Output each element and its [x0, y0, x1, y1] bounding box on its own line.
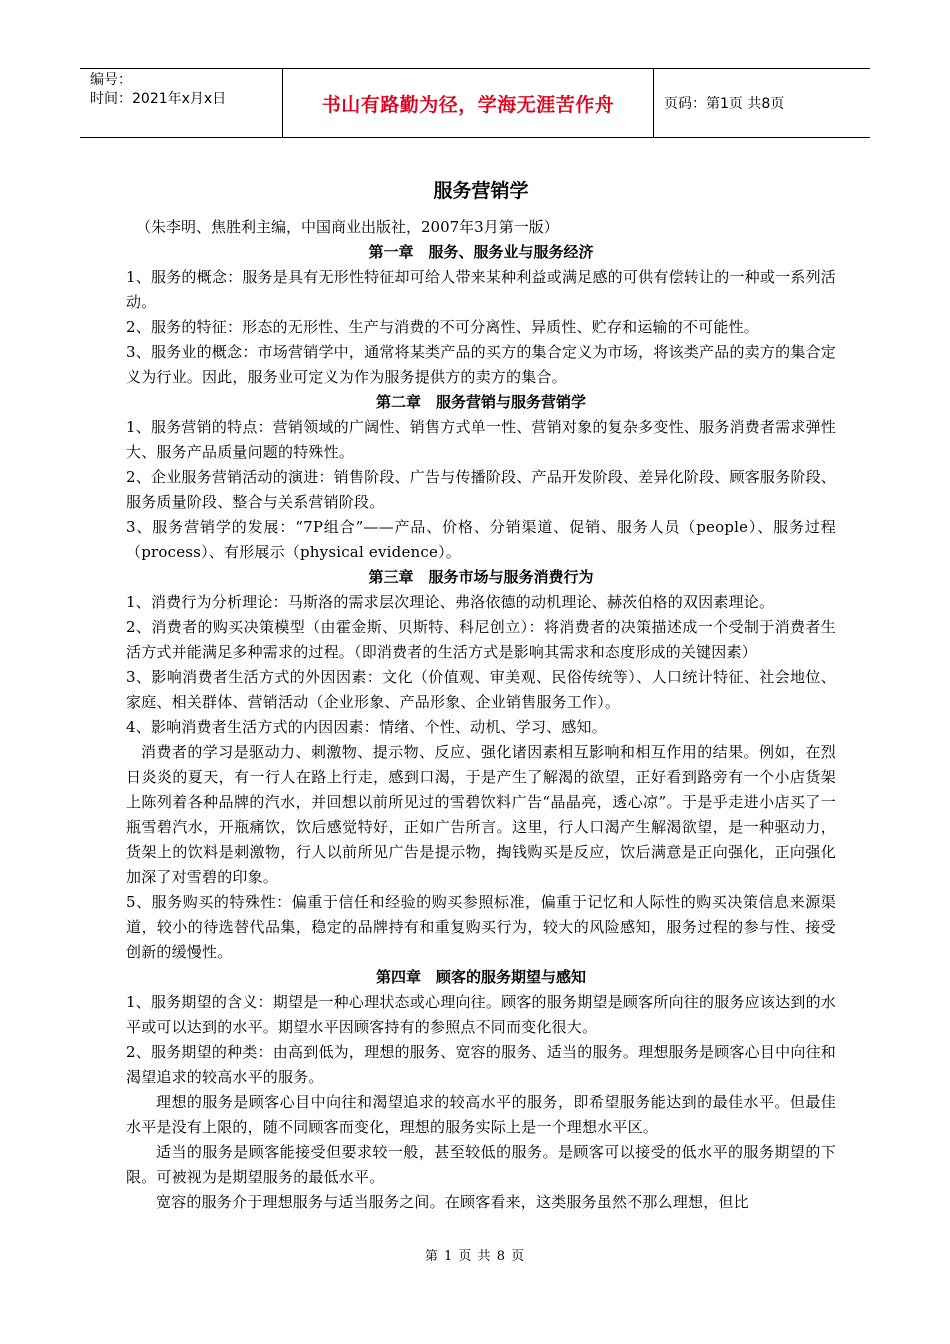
document-title: 服务营销学 [433, 180, 529, 202]
paragraph: 消费者的学习是驱动力、刺激物、提示物、反应、强化诸因素相互影响和相互作用的结果。例如，在烈日炎炎的夏天，有一行人在路上行走，感到口渴，于是产生了解渴的欲望，正好看到路旁有一个小店货架上陈列着各种品牌的汽水，并回想以前所见过的雪碧饮料广告“晶晶亮，透心凉”。于是乎走进小店买了一瓶雪碧汽水，开瓶痛饮，饮后感觉特好，正如广告所言。这里，行人口渴产生解渴欲望，是一种驱动力，货架上的饮料是刺激物，行人以前所见广告是提示物，掏钱购买是反应，饮后满意是正向强化，正向强化加深了对雪碧的印象。 [126, 743, 836, 886]
paragraph: 2、消费者的购买决策模型（由霍金斯、贝斯特、科尼创立）：将消费者的决策描述成一个受制于消费者生活方式并能满足多种需求的过程。（即消费者的生活方式是影响其需求和态度形成的关键因素） [126, 618, 836, 661]
header-meta [80, 69, 282, 137]
paragraph: 2、企业服务营销活动的演进：销售阶段、广告与传播阶段、产品开发阶段、差异化阶段、顾客服务阶段、服务质量阶段、整合与关系营销阶段。 [126, 468, 836, 511]
paragraph: 5、服务购买的特殊性：偏重于信任和经验的购买参照标准，偏重于记忆和人际性的购买决策信息来源渠道，较小的待选替代品集，稳定的品牌持有和重复购买行为，较大的风险感知，服务过程的参与性、接受创新的缓慢性。 [126, 893, 836, 961]
paragraph: 1、消费行为分析理论：马斯洛的需求层次理论、弗洛依德的动机理论、赫茨伯格的双因素理论。 [126, 593, 775, 611]
header-page-info-cell [654, 69, 870, 137]
paragraph: 3、服务业的概念：市场营销学中，通常将某类产品的买方的集合定义为市场，将该类产品的卖方的集合定义为行业。因此，服务业可定义为作为服务提供方的卖方的集合。 [126, 343, 836, 386]
paragraph: 1、服务营销的特点：营销领域的广阔性、销售方式单一性、营销对象的复杂多变性、服务消费者需求弹性大、服务产品质量问题的特殊性。 [126, 418, 836, 461]
date-label: 时间：2021年x月x日 [90, 91, 227, 107]
chapter-heading: 第三章 服务市场与服务消费行为 [368, 568, 594, 586]
document-subtitle: （朱李明、焦胜利主编，中国商业出版社，2007年3月第一版） [136, 218, 559, 236]
header-motto: 书山有路勤为径，学海无涯苦作舟 [321, 93, 615, 116]
paragraph: 3、服务营销学的发展：“7P组合”——产品、价格、分销渠道、促销、服务人员（people）、服务过程（process）、有形展示（physical evidence）。 [126, 518, 836, 561]
paragraph: 4、影响消费者生活方式的内因因素：情绪、个性、动机、学习、感知。 [126, 718, 607, 736]
page-footer: 第 1 页 共 8 页 [424, 1249, 526, 1264]
paragraph: 2、服务期望的种类：由高到低为，理想的服务、宽容的服务、适当的服务。理想服务是顾客心目中向往和渴望追求的较高水平的服务。 [126, 1043, 836, 1086]
paragraph: 理想的服务是顾客心目中向往和渴望追求的较高水平的服务，即希望服务能达到的最佳水平。但最佳水平是没有上限的，随不同顾客而变化，理想的服务实际上是一个理想水平区。 [126, 1093, 836, 1136]
chapter-heading: 第二章 服务营销与服务营销学 [375, 393, 586, 411]
header-page-info: 页码：第1页 共8页 [664, 96, 785, 112]
paragraph: 3、影响消费者生活方式的外因因素：文化（价值观、审美观、民俗传统等）、人口统计特征、社会地位、家庭、相关群体、营销活动（企业形象、产品形象、企业销售服务工作）。 [126, 668, 836, 711]
document-blocks [126, 240, 836, 1215]
chapter-heading: 第四章 顾客的服务期望与感知 [375, 968, 586, 986]
paragraph: 2、服务的特征：形态的无形性、生产与消费的不可分离性、异质性、贮存和运输的不可能性。 [126, 318, 759, 336]
paragraph: 适当的服务是顾客能接受但要求较一般，甚至较低的服务。是顾客可以接受的低水平的服务期望的下限。可被视为是期望服务的最低水平。 [126, 1143, 836, 1186]
document-body [126, 177, 836, 1215]
document-header [80, 68, 870, 138]
paragraph: 1、服务期望的含义：期望是一种心理状态或心理向往。顾客的服务期望是顾客所向往的服务应该达到的水平或可以达到的水平。期望水平因顾客持有的参照点不同而变化很大。 [126, 993, 836, 1036]
paragraph: 1、服务的概念：服务是具有无形性特征却可给人带来某种利益或满足感的可供有偿转让的一种或一系列活动。 [126, 268, 836, 311]
chapter-heading: 第一章 服务、服务业与服务经济 [368, 243, 594, 261]
number-label: 编号： [90, 72, 132, 88]
header-motto-cell [282, 69, 654, 137]
paragraph: 宽容的服务介于理想服务与适当服务之间。在顾客看来，这类服务虽然不那么理想，但比 [156, 1193, 749, 1211]
